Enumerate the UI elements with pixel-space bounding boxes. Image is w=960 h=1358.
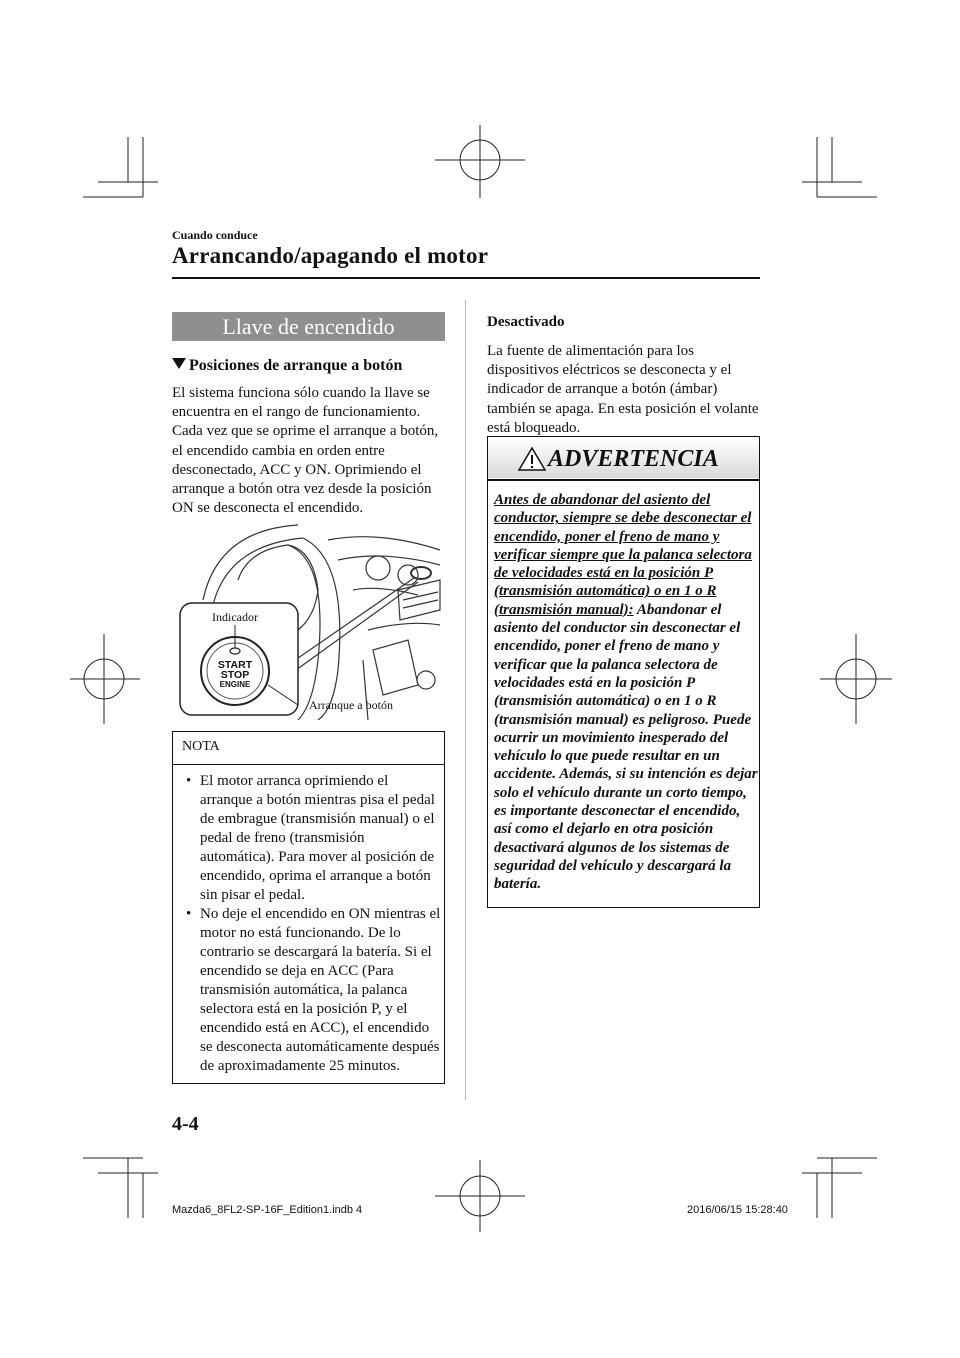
button-text-stop: STOP	[220, 669, 250, 681]
button-text-start: START	[217, 659, 253, 671]
page-number: 4-4	[172, 1113, 199, 1135]
intro-paragraph: El sistema funciona sólo cuando la llave se encuentra en el rango de funcionamiento. Cada vez que se oprime el arranque a botón, el encendido cambia en orden entre desconectado, ACC y ON. Oprimiendo el arranque a botón otra vez desde la posición ON se desconecta el encendido.	[172, 385, 439, 517]
subheading-text: Posiciones de arranque a botón	[189, 357, 403, 374]
desactivado-paragraph: La fuente de alimentación para los dispositivos eléctricos se desconecta y el indicador de arranque a botón (ámbar) también se apaga. En esta posición el volante está bloqueado.	[487, 343, 759, 436]
chapter-title: Arrancando/apagando el motor	[172, 243, 489, 268]
warning-divider	[487, 479, 760, 481]
note-item: • No deje el encendido en ON mientras el motor no está funcionando. De lo contrario se descargará la batería. Si el encendido se deja en ACC (Para transmisión automática, la palanca selectora está en la posición P, y el encendido está en ACC), el encendido se desconecta automáticamente después de aproximadamente 25 minutos.	[186, 906, 441, 1074]
column-divider	[465, 300, 466, 1100]
note-title: NOTA	[182, 739, 220, 754]
warning-body-text: Abandonar el asiento del conductor sin desconectar el encendido, poner el freno de mano y verificar que la palanca selectora de velocidades está en la posición P (transmisión automática) o en 1 o R (transmisión manual) es peligroso. Puede ocurrir un movimiento inesperado del vehículo lo que puede resultar en un accidente. Además, si su intención es dejar solo el vehículo durante un corto tiempo, es importante desconectar el encendido, así como el dejarlo en otra posición desactivará algunos de los sistemas de seguridad del vehículo y descargará la batería.	[494, 601, 758, 893]
start-stop-button	[205, 660, 265, 690]
triangle-down-icon	[172, 358, 186, 369]
warning-text	[494, 491, 758, 894]
warning-title: ADVERTENCIA	[548, 446, 719, 472]
section-banner: Llave de encendido	[172, 312, 445, 341]
start-button-label: Arranque a botón	[309, 698, 393, 712]
note-divider	[172, 764, 445, 765]
section-label: Cuando conduce	[172, 228, 258, 242]
desactivado-heading: Desactivado	[487, 314, 565, 330]
note-list	[186, 772, 442, 1076]
warning-underlined-text: Antes de abandonar del asiento del conductor, siempre se debe desconectar el encendido, poner el freno de mano y verificar siempre que la palanca selectora de velocidades está en la posición P (transmisión automática) o en 1 o R (transmisión manual):	[494, 492, 752, 618]
button-text-engine: ENGINE	[219, 680, 251, 689]
dashboard-illustration	[178, 520, 446, 720]
bullet: •	[186, 906, 192, 922]
header-rule	[172, 277, 760, 279]
subheading	[172, 357, 402, 375]
note-item: • El motor arranca oprimiendo el arranque a botón mientras pisa el pedal de embrague (transmisión manual) o el pedal de freno (transmisión automática). Para mover al posición de encendido, oprima el arranque a botón sin pisar el pedal.	[186, 773, 435, 903]
indicator-label: Indicador	[212, 610, 258, 624]
footer-date-info: 2016/06/15 15:28:40	[687, 1204, 788, 1216]
footer-file-info: Mazda6_8FL2-SP-16F_Edition1.indb 4	[172, 1204, 363, 1216]
bullet: •	[186, 773, 192, 789]
